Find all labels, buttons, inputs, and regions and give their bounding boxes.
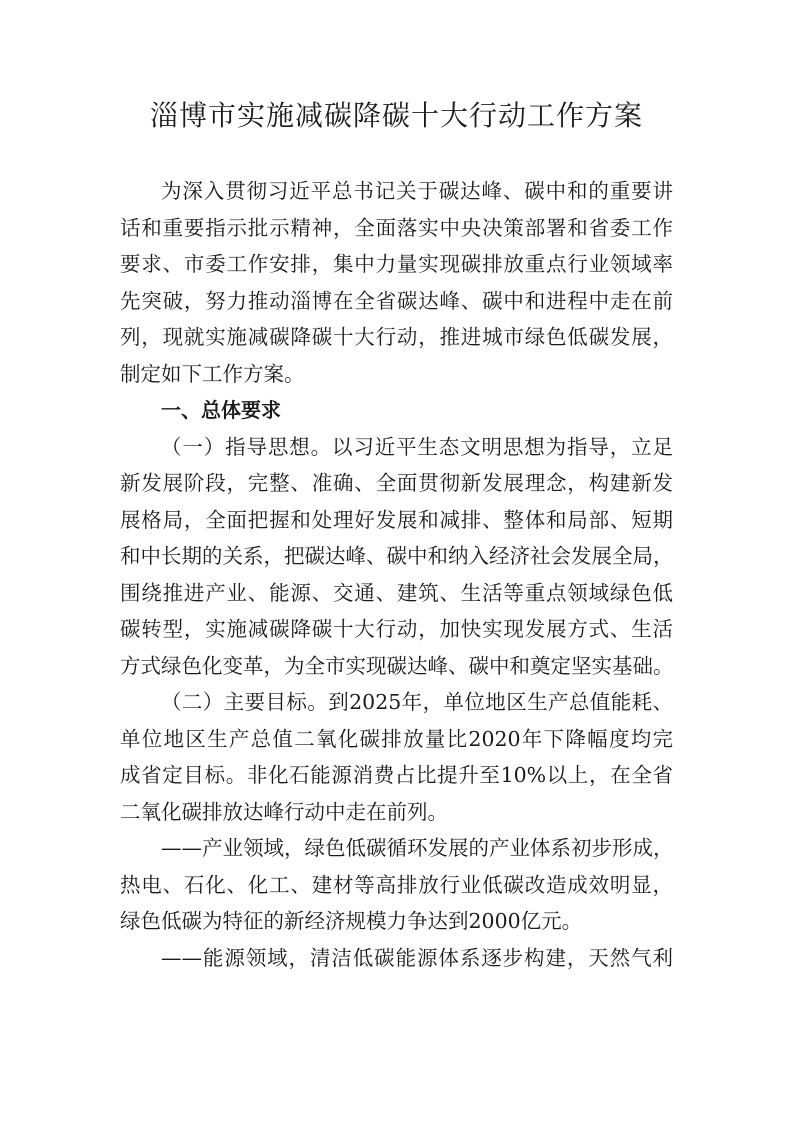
industry-field-paragraph [120,830,673,940]
text-line: 方式绿色化变革，为全市实现碳达峰、碳中和奠定坚实基础。 [120,653,674,678]
text-line: 展格局，全面把握和处理好发展和减排、整体和局部、短期 [120,507,673,532]
text-line: 围绕推进产业、能源、交通、建筑、生活等重点领域绿色低 [120,580,673,605]
text-line: 热电、石化、化工、建材等高排放行业低碳改造成效明显， [120,872,673,897]
text-line: 绿色低碳为特征的新经济规模力争达到2000亿元。 [120,909,583,933]
text-line: ——能源领域，清洁低碳能源体系逐步构建，天然气利 [161,945,673,970]
document-title: 淄博市实施减碳降碳十大行动工作方案 [149,99,643,132]
text-line: 碳转型，实施减碳降碳十大行动，加快实现发展方式、生活 [120,617,673,641]
section-heading: 一、总体要求 [161,398,281,422]
text-line: 单位地区生产总值二氧化碳排放量比2020年下降幅度均完 [120,726,673,751]
main-goals-paragraph [120,684,673,830]
text-line: 要求、市委工作安排，集中力量实现碳排放重点行业领域率 [120,252,673,276]
text-line: 二氧化碳排放达峰行动中走在前列。 [120,799,448,824]
document-body [120,173,673,976]
text-line: 先突破，努力推动淄博在全省碳达峰、碳中和进程中走在前 [120,288,673,313]
text-line: （二）主要目标。到2025年，单位地区生产总值能耗、 [161,690,673,714]
guiding-ideology-paragraph [120,429,673,685]
text-line: 列，现就实施减碳降碳十大行动，推进城市绿色低碳发展， [120,325,673,349]
text-line: 话和重要指示批示精神，全面落实中央决策部署和省委工作 [120,215,673,240]
text-line: 新发展阶段，完整、准确、全面贯彻新发展理念，构建新发 [120,471,673,495]
text-line: 和中长期的关系，把碳达峰、碳中和纳入经济社会发展全局， [120,544,674,568]
text-line: 制定如下工作方案。 [120,361,305,386]
text-line: 为深入贯彻习近平总书记关于碳达峰、碳中和的重要讲 [161,179,673,203]
intro-paragraph [120,173,673,392]
energy-field-paragraph [120,940,673,977]
text-line: 成省定目标。非化石能源消费占比提升至10%以上，在全省 [120,763,673,787]
text-line: （一）指导思想。以习近平生态文明思想为指导，立足 [161,434,673,459]
text-line: ——产业领域，绿色低碳循环发展的产业体系初步形成， [161,836,674,860]
